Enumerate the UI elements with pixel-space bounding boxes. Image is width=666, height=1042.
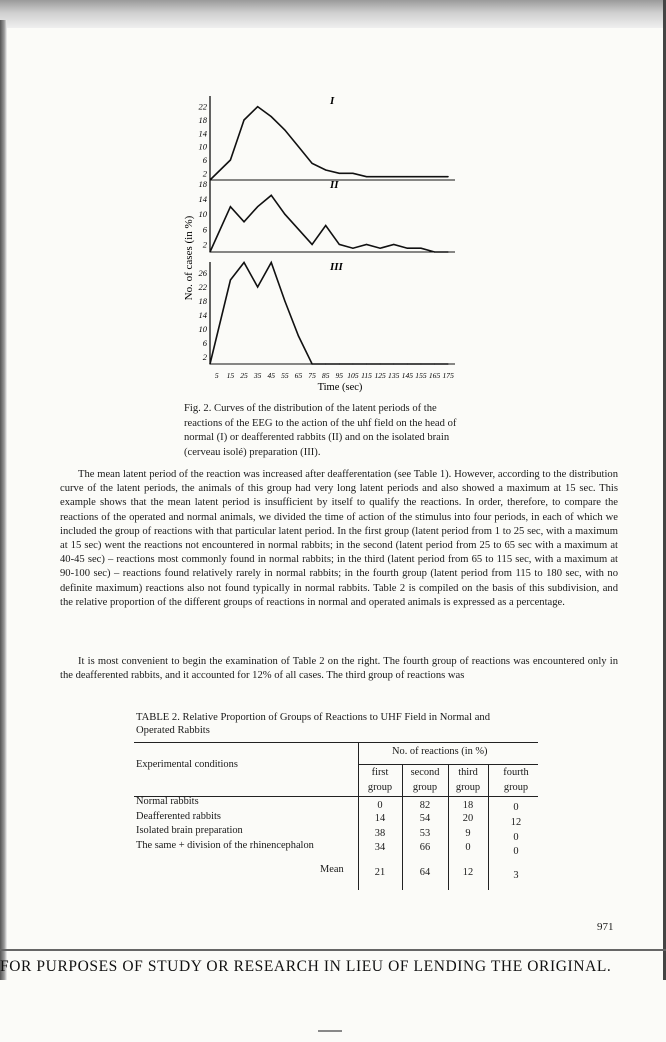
data-point xyxy=(380,176,381,177)
x-tick-label: 55 xyxy=(281,371,289,380)
cell: 82 xyxy=(419,800,431,811)
data-point xyxy=(407,363,408,364)
paragraph xyxy=(60,655,618,683)
data-point xyxy=(230,279,231,280)
row-label: The same + division of the rhinencephalon xyxy=(136,840,314,851)
col-header-second: second xyxy=(410,767,440,778)
x-tick-label: 175 xyxy=(442,371,454,380)
data-point xyxy=(209,251,210,252)
x-tick-label: 85 xyxy=(321,371,330,380)
y-tick-label: 22 xyxy=(198,282,207,292)
x-tick-label: 95 xyxy=(335,371,344,380)
col-header-first: first xyxy=(371,767,389,778)
row-label: Isolated brain preparation xyxy=(136,825,243,836)
cell: 0 xyxy=(377,800,383,811)
table-vrule xyxy=(402,764,403,890)
figure-caption: Fig. 2. Curves of the distribution of the latent periods of the reactions of the EEG to the action of the uhf field on the head of normal (I) or deafferented rabbits (II) and on the isolated brain (cerveau isolé) preparation (III). xyxy=(184,403,457,458)
data-point xyxy=(298,146,299,147)
y-axis-label: No. of cases (in %) xyxy=(183,215,195,301)
x-tick-label: 45 xyxy=(267,371,276,380)
y-tick-label: 26 xyxy=(198,268,207,278)
data-point xyxy=(434,251,435,252)
data-point xyxy=(380,248,381,249)
results-table xyxy=(134,742,538,892)
cell: 9 xyxy=(465,828,471,839)
data-point xyxy=(339,173,340,174)
data-point xyxy=(393,176,394,177)
y-tick-label: 2 xyxy=(202,239,207,250)
y-tick-label: 14 xyxy=(198,194,207,205)
mean-cell: 64 xyxy=(419,867,431,878)
latent-period-figure xyxy=(170,88,470,400)
x-axis-label: Time (sec) xyxy=(317,382,363,393)
data-point xyxy=(298,229,299,230)
data-point xyxy=(352,363,353,364)
data-point xyxy=(284,129,285,130)
cell: 12 xyxy=(510,817,522,828)
data-point xyxy=(407,248,408,249)
y-tick-label: 22 xyxy=(198,101,207,112)
y-tick-label: 10 xyxy=(198,141,207,152)
data-point xyxy=(339,244,340,245)
data-point xyxy=(325,225,326,226)
cell: 54 xyxy=(419,813,431,824)
col-header-second-sub: group xyxy=(412,782,438,793)
cell: 0 xyxy=(465,842,471,853)
mean-cell: 3 xyxy=(513,870,519,881)
scan-mark xyxy=(318,1030,342,1032)
data-point xyxy=(257,206,258,207)
table-title: TABLE 2. Relative Proportion of Groups of Reactions to UHF Field in Normal and Operated Rabbits xyxy=(136,712,490,736)
y-tick-label: 2 xyxy=(202,352,207,362)
y-tick-label: 14 xyxy=(198,310,207,320)
page-number: 971 xyxy=(597,921,614,933)
data-point xyxy=(366,363,367,364)
y-tick-label: 10 xyxy=(198,324,207,334)
data-point xyxy=(366,176,367,177)
data-point xyxy=(434,363,435,364)
cell: 18 xyxy=(462,800,474,811)
series-line-II xyxy=(210,195,448,252)
row-label: Normal rabbits xyxy=(136,796,199,807)
cell: 66 xyxy=(419,842,431,853)
data-point xyxy=(311,163,312,164)
data-point xyxy=(366,244,367,245)
data-point xyxy=(284,300,285,301)
data-point xyxy=(325,169,326,170)
mean-cell: 21 xyxy=(374,867,386,878)
data-point xyxy=(271,262,272,263)
y-tick-label: 18 xyxy=(198,296,207,306)
cell: 38 xyxy=(374,828,386,839)
panel-label: III xyxy=(330,261,343,273)
data-point xyxy=(352,248,353,249)
data-point xyxy=(230,159,231,160)
col-header-conditions: Experimental conditions xyxy=(136,759,238,770)
cell: 14 xyxy=(374,813,386,824)
data-point xyxy=(420,248,421,249)
paragraph-text: It is most convenient to begin the examination of Table 2 on the right. The fourth group of reactions was encountered only in the deafferented rabbits, and it accounted for 12% of all cases. The third group of reactions was xyxy=(60,656,618,682)
data-point xyxy=(448,176,449,177)
y-tick-label: 10 xyxy=(198,209,207,220)
table-top-rule xyxy=(134,742,538,743)
data-point xyxy=(243,221,244,222)
cell: 0 xyxy=(513,846,519,857)
y-tick-label: 18 xyxy=(198,115,207,125)
data-point xyxy=(448,251,449,252)
data-point xyxy=(325,363,326,364)
x-tick-label: 165 xyxy=(428,371,441,380)
x-tick-label: 115 xyxy=(361,371,372,380)
mean-label: Mean xyxy=(320,864,344,875)
data-point xyxy=(393,363,394,364)
data-point xyxy=(243,262,244,263)
cell: 0 xyxy=(513,832,519,843)
cell: 20 xyxy=(462,813,474,824)
cell: 0 xyxy=(513,802,519,813)
data-point xyxy=(257,286,258,287)
data-point xyxy=(352,173,353,174)
data-point xyxy=(420,176,421,177)
y-tick-label: 6 xyxy=(202,155,207,165)
scan-top-border xyxy=(0,0,666,28)
x-tick-label: 75 xyxy=(308,371,316,380)
x-tick-label: 105 xyxy=(347,371,359,380)
data-point xyxy=(393,244,394,245)
series-line-I xyxy=(210,107,448,180)
x-tick-label: 145 xyxy=(401,371,414,380)
data-point xyxy=(339,363,340,364)
table-vrule xyxy=(488,764,489,890)
data-point xyxy=(420,363,421,364)
col-header-fourth: fourth xyxy=(503,767,529,778)
data-point xyxy=(298,335,299,336)
row-label: Deafferented rabbits xyxy=(136,811,221,822)
data-point xyxy=(271,195,272,196)
data-point xyxy=(271,116,272,117)
x-tick-label: 15 xyxy=(226,371,235,380)
x-tick-label: 35 xyxy=(253,371,262,380)
data-point xyxy=(243,119,244,120)
data-point xyxy=(311,244,312,245)
x-tick-label: 155 xyxy=(415,371,427,380)
data-point xyxy=(209,363,210,364)
col-header-third-sub: group xyxy=(455,782,481,793)
paragraph-text: The mean latent period of the reaction was increased after deafferentation (see Table 1). However, according to the distribution curve of the latent periods, the animals of this group had very long latent periods and also showed a maximum at 15 sec. This example shows that the mean latent period is insufficient by itself to qualify the reactions. In order, therefore, to compare the reactions of the operated and normal animals, we divided the time of action of the stimulus into four periods, in each of which we included the group of reactions with that particular latent period. In the first group (latent period from 1 to 25 sec, with a maximum at 15 sec) went the reactions not encountered in normal rabbits; in the second (latent period from 25 to 65 sec with a maximum at 40-45 sec) – reactions most commonly found in normal rabbits; in the third (latent period from 65 to 115 sec, with a maximum at 90-100 sec) – reactions found relatively rarely in normal rabbits; in the fourth group (latent period from 115 to 180 sec, with no definite maximum) reactions also not found typically in normal rabbits. Table 2 is compiled on the basis of this subdivision, and the relative proportion of the different groups of reactions in normal and operated animals is expressed as a percentage. xyxy=(60,469,618,608)
y-tick-label: 14 xyxy=(198,128,207,139)
col-header-fourth-sub: group xyxy=(503,782,529,793)
data-point xyxy=(284,214,285,215)
table-vrule xyxy=(358,742,359,890)
y-tick-label: 18 xyxy=(198,179,207,189)
cell: 34 xyxy=(374,842,386,853)
panel-label: I xyxy=(330,95,335,107)
x-tick-label: 125 xyxy=(374,371,386,380)
x-tick-label: 25 xyxy=(240,371,248,380)
data-point xyxy=(448,363,449,364)
x-tick-label: 65 xyxy=(294,371,303,380)
data-point xyxy=(434,176,435,177)
data-point xyxy=(380,363,381,364)
x-tick-label: 135 xyxy=(388,371,400,380)
paragraph xyxy=(60,468,618,610)
data-point xyxy=(407,176,408,177)
y-tick-label: 2 xyxy=(202,168,207,179)
data-point xyxy=(257,106,258,107)
y-tick-label: 6 xyxy=(202,338,207,348)
col-header-first-sub: group xyxy=(367,782,393,793)
series-line-III xyxy=(210,263,448,365)
library-footer: FOR PURPOSES OF STUDY OR RESEARCH IN LIEU OF LENDING THE ORIGINAL. xyxy=(0,958,612,975)
cell: 53 xyxy=(419,828,431,839)
y-tick-label: 6 xyxy=(202,224,207,235)
col-header-third: third xyxy=(458,767,478,778)
scan-left-border xyxy=(0,20,7,980)
panel-label: II xyxy=(330,179,339,191)
x-tick-label: 5 xyxy=(214,371,219,380)
data-point xyxy=(230,206,231,207)
footer-rule xyxy=(0,949,666,951)
data-point xyxy=(311,363,312,364)
mean-cell: 12 xyxy=(462,867,474,878)
col-header-group: No. of reactions (in %) xyxy=(392,746,488,757)
